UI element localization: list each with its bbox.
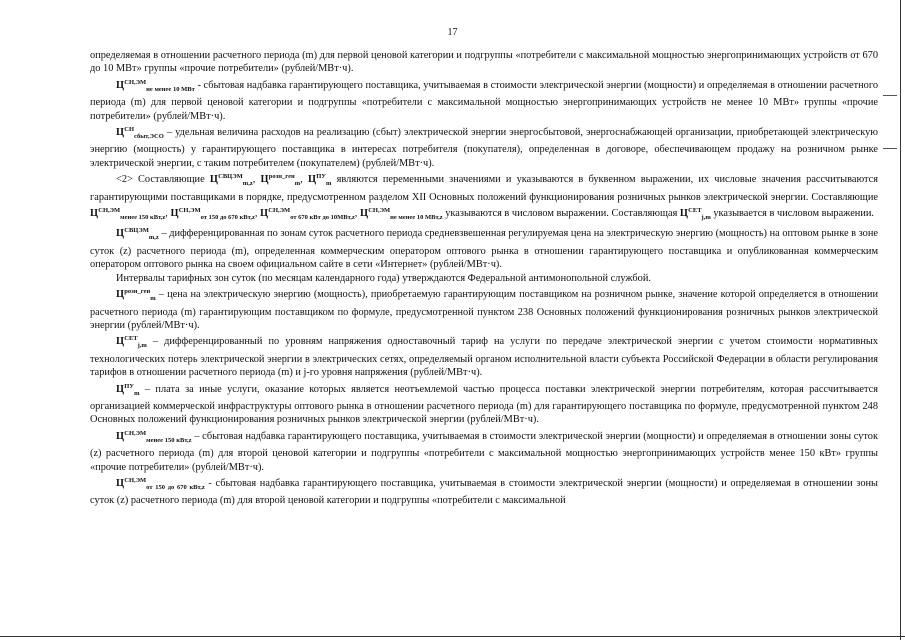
formula-superscript: СВЦЭМ (124, 227, 149, 235)
formula-symbol: Ц (260, 174, 269, 186)
separator: , (254, 208, 261, 220)
formula-superscript: СН,ЭМ (98, 207, 121, 215)
paragraph-text: – сбытовая надбавка гарантирующего поставщика, учитываемая в стоимости электрической энергии (мощности) и определяемая в отношении зоны суток (z) расчетного периода (m) для второй ценовой категории и подгруппы «потребители с максимальной мощностью энергопринимающих устройств менее 150 кВт» группы «прочие потребители» (рублей/МВт·ч). (90, 430, 879, 473)
paragraph-text: – дифференцированный по уровням напряжения одноставочный тариф на услуги по передаче электрической энергии с учетом стоимости нормативных технологических потерь электрической энергии в электрических сетях, определяемый органом исполнительной власти субъекта Российской Федерации в области регулирования тарифов в отношении расчетного периода (m) и j-го уровня напряжения (рублей/МВт·ч). (90, 336, 878, 379)
formula-symbol: Ц (116, 383, 125, 395)
formula-symbol: Ц (116, 127, 125, 139)
formula-superscript: СН,ЭМ (124, 429, 147, 437)
formula-subscript: m (294, 180, 301, 188)
separator: , (300, 174, 308, 186)
formula-subscript: сбыт,ЭСО (134, 133, 164, 141)
formula-superscript: ПУ (124, 382, 135, 390)
document-body (90, 49, 878, 508)
formula-subscript: m (150, 295, 156, 303)
formula-symbol: Ц (116, 430, 125, 442)
separator: , (354, 208, 360, 220)
formula-subscript: m (134, 389, 140, 397)
separator: , (252, 174, 261, 186)
right-scan-edge (900, 0, 901, 640)
formula-symbol: Ц (116, 477, 125, 489)
definition-paragraph (90, 285, 878, 332)
page-number: 17 (447, 27, 458, 38)
paragraph-text: - сбытовая надбавка гарантирующего поставщика, учитываемая в стоимости электрической энергии (мощности) и определяемая в отношении зоны суток (z) расчетного периода (m) для второй ценовой категории и подгруппы «потребители с максимальной (90, 477, 878, 507)
formula-subscript: m (326, 180, 332, 188)
footnote-paragraph (90, 170, 878, 224)
formula-superscript: СЕТ (688, 207, 702, 215)
paragraph-text: указывается в числовом выражении. (710, 208, 874, 220)
formula-superscript: СН,ЭМ (268, 207, 291, 215)
definition-paragraph (90, 332, 878, 379)
formula-symbol: Ц (679, 208, 689, 220)
formula-subscript: j,m (137, 342, 147, 350)
formula-symbol: Ц (90, 208, 99, 220)
formula-superscript: СН (124, 126, 134, 134)
formula-subscript: не менее 10 МВт,z (390, 214, 443, 222)
paragraph-continuation (90, 49, 878, 76)
bottom-scan-edge (0, 636, 905, 637)
paragraph-text: – цена на электрическую энергию (мощность), приобретаемую гарантирующим поставщиком на розничном рынке, значение которой определяется в отношении расчетного периода (m) гарантирующим поставщиком по формуле, предусмотренной пунктом 238 Основных положений функционирования розничных рынков электрической энергии (рублей/МВт·ч). (90, 289, 878, 331)
formula-symbol: Ц (116, 336, 125, 348)
formula-superscript: розн_ген (268, 173, 295, 181)
formula-subscript: от 670 кВт до 10МВт,z (290, 214, 355, 222)
formula-symbol: Ц (116, 79, 125, 91)
formula-superscript: СН,ЭМ (124, 78, 147, 86)
formula-subscript: менее 150 кВт,z (146, 436, 192, 444)
paragraph-text: определяемая в отношении расчетного периода (m) для первой ценовой категории и подгруппы «потребители с максимальной мощностью энергопринимающих устройств от 670 до 10 МВт» группы «прочие потребители» (рублей/МВт·ч). (90, 50, 878, 75)
formula-symbol: Ц (260, 208, 269, 220)
formula-subscript: m,z (148, 234, 159, 242)
formula-superscript: СВЦЭМ (218, 173, 243, 181)
formula-superscript: СЕТ (124, 335, 138, 343)
formula-superscript: СН,ЭМ (124, 476, 147, 484)
definition-paragraph (90, 76, 878, 123)
paragraph-text: Интервалы тарифных зон суток (по месяцам календарного года) утверждаются Федеральной антимонопольной службой. (116, 272, 651, 284)
formula-symbol: Ц (209, 174, 219, 186)
paragraph-text: – удельная величина расходов на реализацию (сбыт) электрической энергии энергосбытовой, энергоснабжающей организации, приобретающей электрическую энергию (мощность) у гарантирующего поставщика в интересах потребителя (покупателя), определенная в договоре, обеспечивающем продажу на розничном рынке электрической энергии, с таким потребителем (покупателем) (рублей/МВт·ч). (90, 127, 878, 169)
separator: , (165, 208, 171, 220)
formula-subscript: j,m (701, 214, 711, 222)
margin-dash-mark (883, 95, 897, 96)
margin-dash-mark (883, 148, 897, 149)
definition-paragraph (90, 427, 878, 474)
paragraph-text: - сбытовая надбавка гарантирующего поставщика, учитываемая в стоимости электрической энергии (мощности) и определяемая в отношении расчетного периода (m) для первой ценовой категории и подгруппы «потребители с максимальной мощностью энергопринимающих устройств не менее 10 МВт» группы «прочие потребители» (рублей/МВт·ч). (90, 79, 878, 122)
formula-symbol: Ц (307, 174, 317, 186)
formula-superscript: СН,ЭМ (178, 207, 201, 215)
formula-superscript: розн_ген (124, 288, 151, 296)
paragraph-text: – дифференцированная по зонам суток расчетного периода средневзвешенная регулируемая цена на электрическую энергию (мощность) на оптовом рынке в зоне суток (z) расчетного периода (m), определенная коммерческим оператором оптового рынка в отношении гарантирующего поставщика и опубликованная коммерческим оператором оптового рынка на своем официальном сайте в сети «Интернет» (рублей/МВт·ч). (90, 228, 878, 271)
formula-subscript: не менее 10 МВт (146, 85, 195, 93)
formula-subscript: от 150 до 670 кВт,z (200, 214, 255, 222)
formula-symbol: Ц (116, 289, 125, 301)
formula-superscript: ПУ (316, 173, 327, 181)
formula-symbol: Ц (116, 228, 125, 240)
definition-paragraph (90, 380, 878, 427)
formula-subscript: менее 150 кВт,z (120, 214, 166, 222)
paragraph-text: – плата за иные услуги, оказание которых является неотъемлемой частью процесса поставки электрической энергии потребителям, которая рассчитывается организацией коммерческой инфраструктуры оптового рынка в отношении расчетного периода (m) для гарантирующего поставщика по формуле, предусмотренной пунктом 248 Основных положений функционирования розничных рынков электрической энергии (рублей/МВт·ч). (90, 383, 878, 426)
formula-subscript: m,z (242, 180, 253, 188)
definition-paragraph (90, 474, 878, 508)
formula-symbol: Ц (170, 208, 179, 220)
plain-paragraph (90, 272, 878, 285)
formula-subscript: от 150 до 670 кВт,z (146, 483, 205, 491)
paragraph-text: <2> Составляющие (116, 174, 210, 186)
paragraph-text: указываются в числовом выражении. Составляющая (442, 208, 680, 220)
definition-paragraph (90, 123, 878, 170)
formula-symbol: Ц (359, 208, 369, 220)
definition-paragraph (90, 224, 878, 271)
formula-superscript: СН,ЭМ (368, 207, 391, 215)
paragraph-text: являются переменными значениями и указываются в буквенном выражении, их числовые значения рассчитываются гарантирующими поставщиками в порядке, предусмотренном разделом XII Основных положений функционирования розничных рынков электрической энергии. Составляющие (90, 174, 879, 203)
